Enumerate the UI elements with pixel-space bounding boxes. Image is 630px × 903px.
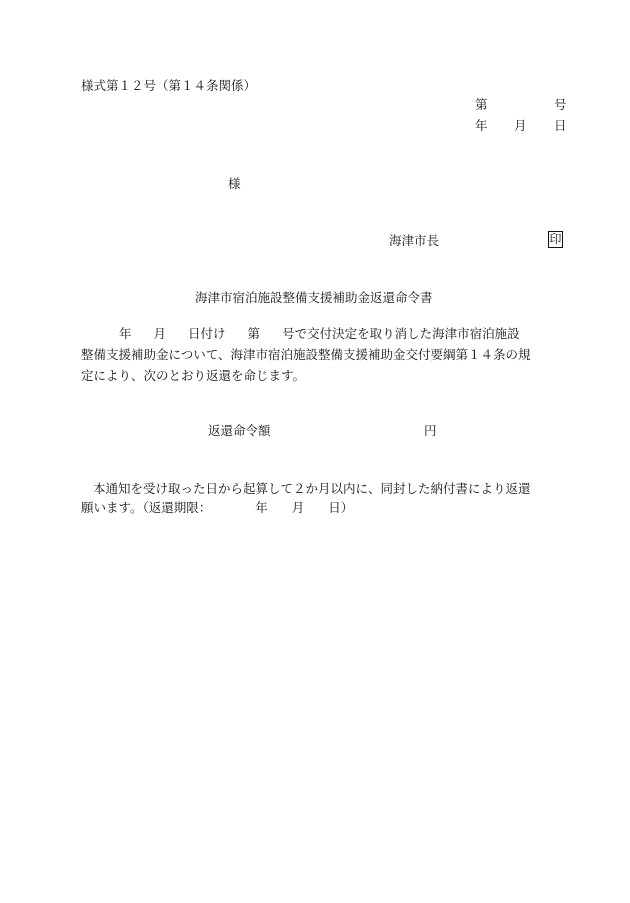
notice-line-2 bbox=[81, 502, 353, 515]
doc-number-prefix: 第 bbox=[475, 97, 488, 112]
amount-label: 返還命令額 bbox=[208, 423, 271, 438]
date-day-label: 日 bbox=[554, 118, 567, 133]
date-month-label: 月 bbox=[514, 118, 527, 133]
body-line-1 bbox=[81, 328, 520, 341]
body-line-2: 整備支援補助金について、海津市宿泊施設整備支援補助金交付要綱第１４条の規 bbox=[81, 347, 531, 362]
body-line-3: 定により、次のとおり返還を命じます。 bbox=[81, 368, 306, 383]
body-line1-tail: 号で交付決定を取り消した海津市宿泊施設 bbox=[282, 326, 520, 341]
recipient-suffix: 様 bbox=[228, 176, 241, 191]
form-number: 様式第１２号（第１４条関係） bbox=[81, 78, 257, 93]
issuer-title: 海津市長 bbox=[389, 233, 440, 248]
doc-number-suffix: 号 bbox=[554, 97, 567, 112]
body-month: 月 bbox=[153, 326, 167, 341]
notice-text-1: 本通知を受け取った日から起算して２か月以内に、同封した納付書により返還 bbox=[93, 481, 531, 496]
notice-year: 年 bbox=[255, 500, 268, 515]
body-number-prefix: 第 bbox=[247, 326, 261, 341]
amount-unit: 円 bbox=[424, 423, 437, 438]
notice-head: 願います。（返還期限： bbox=[81, 500, 212, 515]
body-year: 年 bbox=[119, 326, 132, 341]
notice-day-close: 日） bbox=[328, 500, 354, 515]
document-title: 海津市宿泊施設整備支援補助金返還命令書 bbox=[195, 290, 433, 305]
body-dated: 日付け bbox=[188, 326, 226, 341]
seal-mark: 印 bbox=[549, 232, 562, 246]
notice-month: 月 bbox=[291, 500, 305, 515]
notice-line-1 bbox=[81, 483, 531, 496]
date-year-label: 年 bbox=[475, 118, 488, 133]
